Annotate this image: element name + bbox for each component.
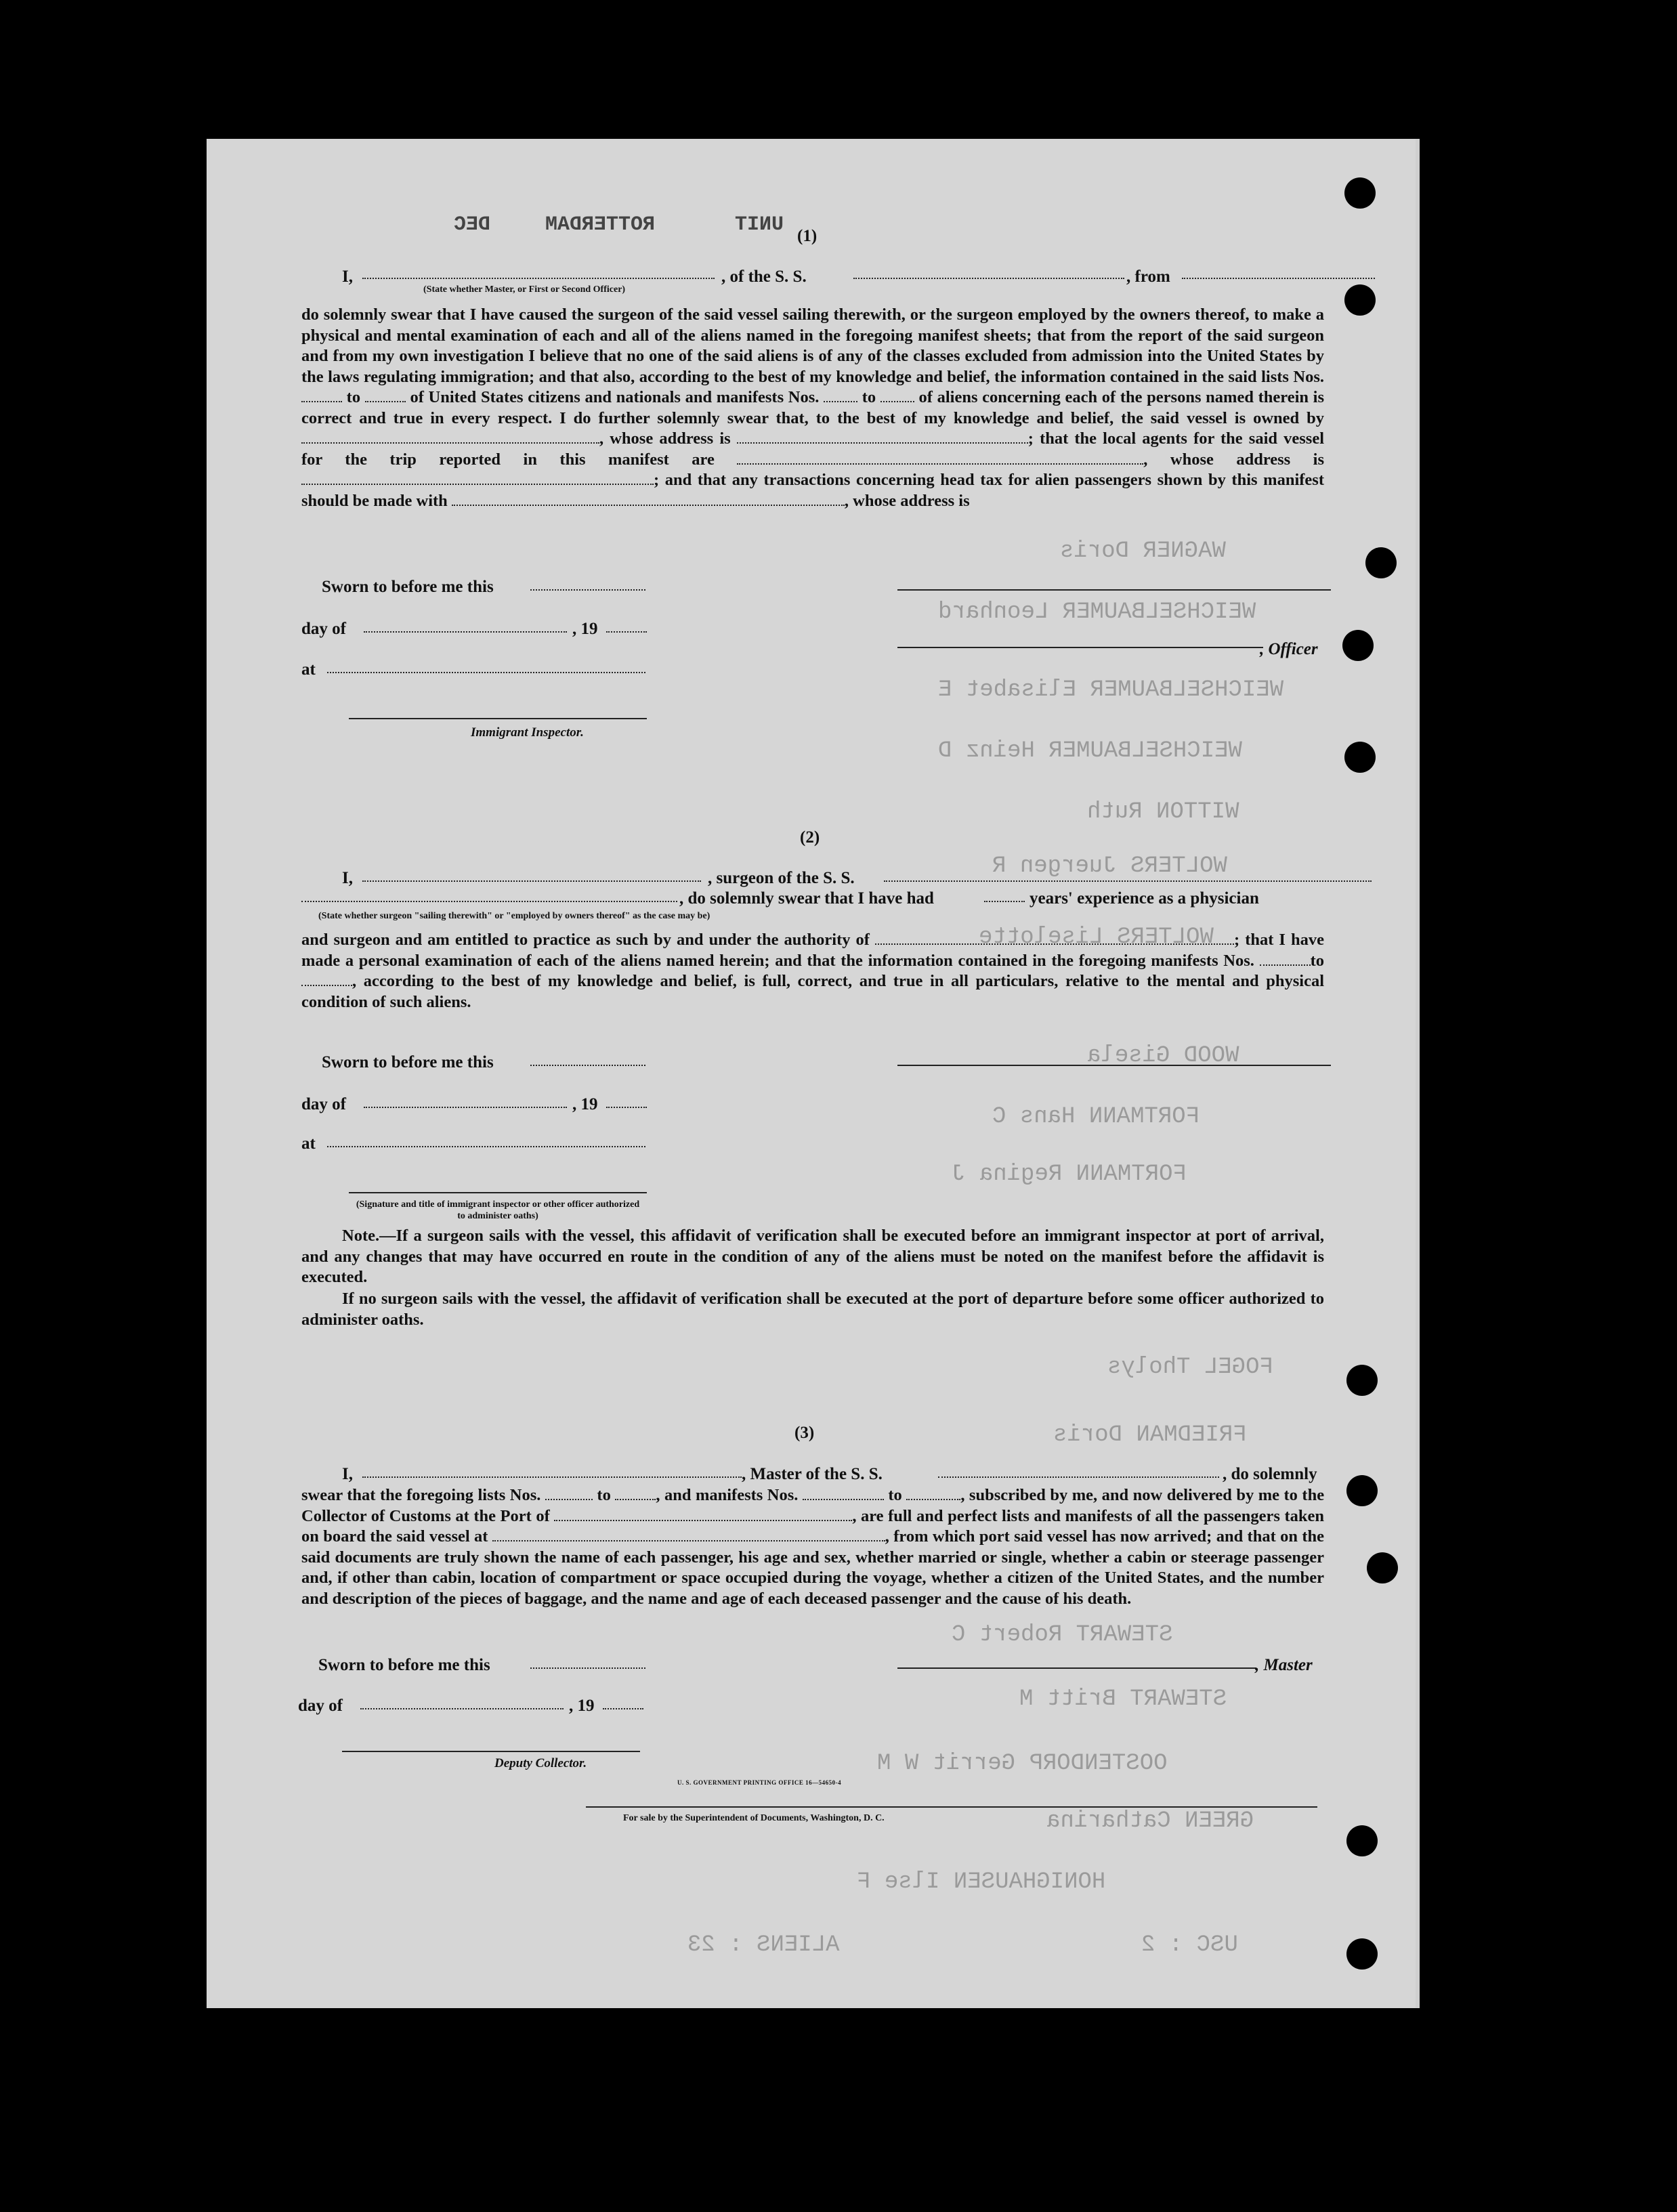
s2-status-field[interactable] [301,901,677,902]
s2-at-label: at [301,1134,316,1153]
s2-sig-caption: (Signature and title of immigrant inspector or other officer authorized to administer oaths) [356,1199,640,1221]
s1-at-field[interactable] [327,672,645,673]
s2-sworn-label: Sworn to before me this [322,1053,494,1071]
s1-signature-line[interactable] [897,589,1331,591]
s1-from-field[interactable] [1182,278,1375,279]
s3-lists-from-field[interactable] [545,1485,593,1500]
bleed-name: WAGNER Doris [1060,538,1226,564]
s2-status-caption: (State whether surgeon "sailing therewith" or "employed by owners thereof" as the case may be) [318,911,710,921]
punch-hole [1346,1365,1378,1396]
gpo-imprint: U. S. GOVERNMENT PRINTING OFFICE 16—54650-4 [677,1779,842,1786]
s1-lists-to-field[interactable] [365,387,406,402]
s2-surgeon-name-field[interactable] [362,880,701,882]
s3-master-name-field[interactable] [362,1476,742,1478]
punch-hole [1346,1475,1378,1506]
s1-inspector-caption: Immigrant Inspector. [471,725,584,740]
s2-authority-field[interactable] [875,930,1234,945]
punch-hole [1342,630,1374,661]
bleed-name: WOLTERS Liselotte [979,924,1214,950]
s2-year-label: , 19 [572,1095,598,1113]
s2-at-field[interactable] [327,1146,645,1147]
s3-master-label: , Master [1255,1656,1313,1674]
s3-embark-port-field[interactable] [492,1527,885,1541]
s2-signature-line[interactable] [897,1065,1331,1066]
s1-officer-label: , Officer [1260,640,1318,658]
s1-manifests-to-field[interactable] [880,387,914,402]
mirrored-header-line: UNIT [735,213,784,236]
s3-year-field[interactable] [603,1708,643,1709]
s1-sworn-date-field[interactable] [530,589,645,591]
s1-of-ss-label: , of the S. S. [721,268,807,286]
bleed-name: WOLTERS Juergen R [992,853,1227,879]
bleed-name: FORTMANN Regina J [952,1162,1187,1187]
note-paragraph-2: If no surgeon sails with the vessel, the affidavit of verification shall be executed at the port of departure before some officer authorized to administer oaths. [301,1290,1324,1329]
s1-day-field[interactable] [364,631,567,633]
s1-from-label: , from [1126,268,1170,286]
s2-surgeon-of-label: , surgeon of the S. S. [708,869,855,887]
bleed-name: WEICHSELBAUMER Leonhard [938,599,1256,625]
sale-imprint: For sale by the Superintendent of Documents, Washington, D. C. [623,1813,885,1823]
s3-collector-caption: Deputy Collector. [494,1756,587,1770]
s1-day-label: day of [301,620,346,638]
s2-year-field[interactable] [606,1107,647,1108]
s3-collector-sign-line[interactable] [342,1751,640,1752]
s3-sworn-label: Sworn to before me this [318,1656,490,1674]
footer-rule [586,1806,1317,1808]
bleed-name: HONIGHAUSEN Ilse F [857,1869,1106,1895]
s1-agents-address-field[interactable] [301,470,654,485]
s1-at-label: at [301,660,316,679]
s1-year-field[interactable] [606,631,647,633]
punch-hole [1344,177,1376,209]
s3-lists-to-field[interactable] [615,1485,656,1500]
bleed-name: FRIEDMAN Doris [1053,1422,1247,1448]
s1-oath-body: do solemnly swear that I have caused the surgeon of the said vessel sailing therewith, or the surgeon employed by the owners thereof, to make a physical and mental examination of each and all of the aliens named in the foregoing manifest sheets; that from the report of the said surgeon and from my own investigation I believe that no one of the said aliens is of any of the classes excluded from admission into the United States by the laws regulating immigration; and that also, according to the best of my knowledge and belief, the information contained in the said lists Nos. to of United States citizens and nationals and manifests Nos. to of aliens concerning each of the persons named therein is correct and true in every respect. I do further solemnly swear that, to the best of my knowledge and belief, the said vessel is owned by , whose address is ; that the local agents for the said vessel for the trip reported in this manifest are , whose address is ; and that any transactions concerning head tax for alien passengers shown by this manifest should be made with , whose address is [301,305,1325,510]
s2-years-label: years' experience as a physician [1029,889,1259,908]
s2-day-field[interactable] [364,1107,567,1108]
s1-lists-from-field[interactable] [301,387,342,402]
bleed-name: WEICHSELBAUMER Elisabet E [938,677,1284,703]
s2-manifests-to-field[interactable] [301,971,352,986]
punch-hole [1365,547,1397,578]
s1-owner-field[interactable] [301,429,599,444]
s3-year-label: , 19 [569,1697,595,1715]
s2-i-label: I, [342,869,353,887]
s2-swear-label: , do solemnly swear that I have had [679,889,934,908]
s2-manifests-from-field[interactable] [1260,951,1311,966]
s3-master-of-label: , Master of the S. S. [742,1465,883,1483]
s2-oath-body: and surgeon and am entitled to practice as such by and under the authority of ; that I have made a personal examination of each of the aliens named herein; and that the information contained in the foregoing manifests Nos. to, according to the best of my knowledge and belief, is full, correct, and true in all particulars, relative to the mental and physical condition of such aliens. [301,931,1325,1011]
s1-inspector-sign-line[interactable] [349,718,647,719]
bleed-name: STEWART Britt M [1019,1686,1227,1712]
s3-solemnly-label: , do solemnly [1223,1465,1317,1483]
s3-day-label: day of [298,1697,343,1715]
punch-hole [1346,1938,1378,1970]
s1-ship-name-field[interactable] [853,278,1124,279]
bleed-name: FORTMANN Hans C [992,1104,1200,1130]
s1-year-label: , 19 [572,620,598,638]
bleed-name: FOGEL Tholys [1107,1355,1273,1380]
s2-sworn-date-field[interactable] [530,1065,645,1066]
s3-port-field[interactable] [554,1506,852,1521]
s1-owner-address-field[interactable] [737,429,1028,444]
s1-agents-field[interactable] [737,450,1143,465]
s3-master-sign-line[interactable] [897,1667,1256,1669]
punch-hole [1344,284,1376,316]
bleed-name: GREEN Catharina [1046,1808,1254,1834]
punch-hole [1367,1552,1398,1583]
punch-hole [1346,1825,1378,1856]
s1-manifests-from-field[interactable] [824,387,857,402]
mirrored-header-date: DEC [454,213,491,236]
bleed-name: ALIENS : 23 [687,1932,840,1958]
s3-ship-field[interactable] [938,1476,1219,1478]
s2-day-label: day of [301,1095,346,1113]
s1-officer-name-field[interactable] [362,278,715,279]
bleed-name: WEICHSELBAUMER Heinz D [938,738,1242,764]
s3-i-label: I, [342,1465,353,1483]
s3-oath-body: swear that the foregoing lists Nos. to , and manifests Nos. to , subscribed by me, and now delivered by me to the Collector of Customs at the Port of , are full and perfect lists and manifests of all the passengers taken on board the said vessel at , from which port said vessel has now arrived; and that on the said documents are truly shown the name of each passenger, his age and sex, whether married or single, whether a cabin or steerage passenger and, if other than cabin, location of compartment or space occupied during the voyage, whether a citizen of the United States, and the number and description of the pieces of baggage, and the name and age of each deceased passenger and the cause of his death. [301,1486,1325,1608]
bleed-name: WITTON Ruth [1087,799,1239,825]
s1-headtax-field[interactable] [452,491,845,506]
s3-manifests-to-field[interactable] [906,1485,960,1500]
s2-ship-field[interactable] [884,880,1372,882]
s1-officer-caption: (State whether Master, or First or Second Officer) [423,284,626,295]
s3-day-field[interactable] [360,1708,564,1709]
s3-sworn-date-field[interactable] [530,1667,645,1669]
bleed-name: USC : 2 [1141,1932,1238,1958]
s3-manifests-from-field[interactable] [803,1485,884,1500]
section3-number: (3) [794,1424,815,1442]
s1-sworn-label: Sworn to before me this [322,578,494,596]
mirrored-header-port: ROTTERDAM [545,213,656,236]
s1-officer-sign-line[interactable] [897,647,1263,648]
bleed-name: WOOD Gisela [1087,1043,1239,1069]
note-paragraph-1: Note.—If a surgeon sails with the vessel, this affidavit of verification shall be executed before an immigrant inspector at port of arrival, and any changes that may have occurred en route in the condition of any of the aliens must be noted on the manifest before the affidavit is executed. [301,1227,1324,1286]
s2-inspector-sign-line[interactable] [349,1192,647,1193]
bleed-name: OOSTENDORP Gerrit W M [877,1751,1168,1777]
s2-years-field[interactable] [984,901,1025,902]
section1-number: (1) [797,227,818,245]
s1-i-label: I, [342,268,353,286]
bleed-name: STEWART Robert C [952,1622,1173,1648]
manifest-page [207,139,1420,2008]
section2-number: (2) [800,828,820,847]
punch-hole [1344,742,1376,773]
